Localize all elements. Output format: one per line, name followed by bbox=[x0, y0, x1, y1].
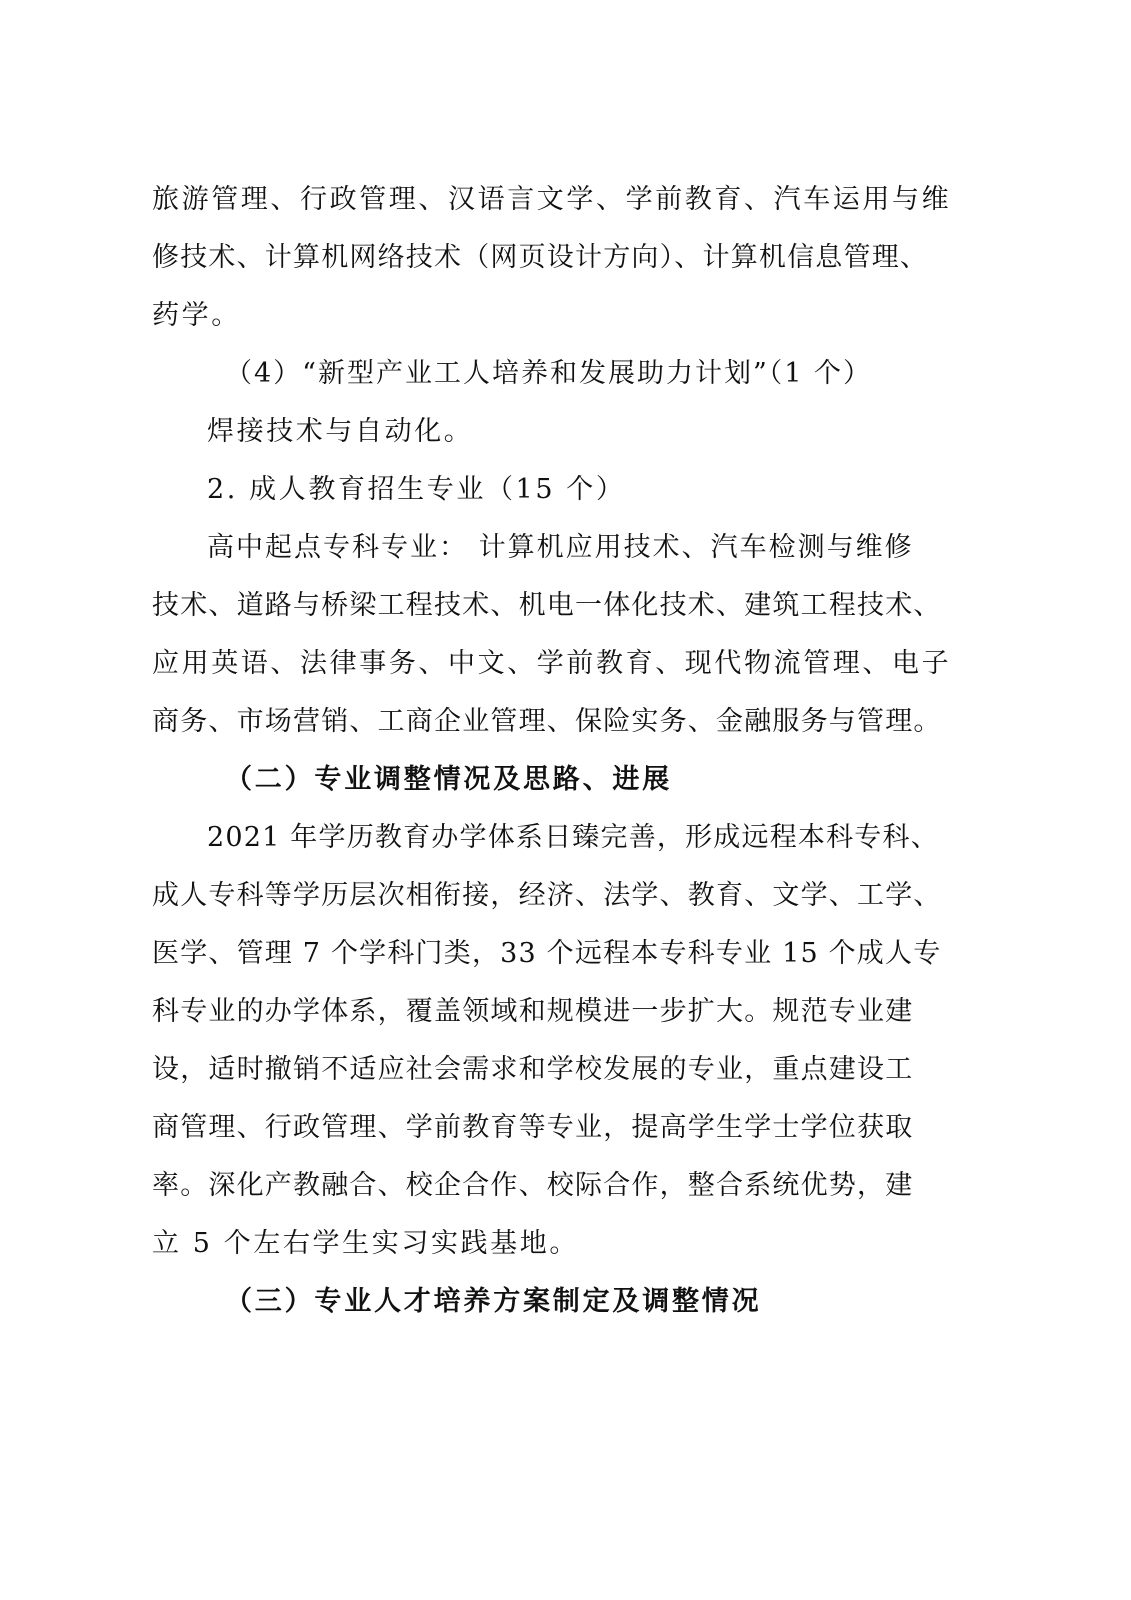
text-line-13: 成人专科等学历层次相衔接，经济、法学、教育、文学、工学、 bbox=[152, 880, 942, 911]
text-line-17: 商管理、行政管理、学前教育等专业，提高学生学士学位获取 bbox=[152, 1112, 914, 1143]
text-line-19: 立 5 个左右学生实习实践基地。 bbox=[152, 1228, 579, 1259]
text-line-10: 商务、市场营销、工商企业管理、保险实务、金融服务与管理。 bbox=[152, 706, 942, 737]
subsection-2-title: 2. 成人教育招生专业（15 个） bbox=[207, 474, 626, 505]
text-line-14: 医学、管理 7 个学科门类，33 个远程本专科专业 15 个成人专 bbox=[152, 938, 942, 969]
section-heading-2: （二）专业调整情况及思路、进展 bbox=[225, 764, 672, 795]
text-line-12: 2021 年学历教育办学体系日臻完善，形成远程本科专科、 bbox=[207, 822, 939, 853]
text-line-18: 率。深化产教融合、校企合作、校际合作，整合系统优势，建 bbox=[152, 1170, 914, 1201]
text-line-1: 旅游管理、行政管理、汉语言文学、学前教育、汽车运用与维 bbox=[152, 184, 952, 215]
text-line-9: 应用英语、法律事务、中文、学前教育、现代物流管理、电子 bbox=[152, 648, 952, 679]
text-line-16: 设，适时撤销不适应社会需求和学校发展的专业，重点建设工 bbox=[152, 1054, 914, 1085]
text-line-2: 修技术、计算机网络技术（网页设计方向）、计算机信息管理、 bbox=[152, 242, 929, 273]
text-line-15: 科专业的办学体系，覆盖领域和规模进一步扩大。规范专业建 bbox=[152, 996, 914, 1027]
section-heading-3: （三）专业人才培养方案制定及调整情况 bbox=[225, 1286, 762, 1317]
text-line-3: 药学。 bbox=[152, 300, 241, 331]
text-line-7: 高中起点专科专业： 计算机应用技术、汽车检测与维修 bbox=[207, 532, 914, 563]
text-line-8: 技术、道路与桥梁工程技术、机电一体化技术、建筑工程技术、 bbox=[152, 590, 942, 621]
subsection-item-4: （4）“新型产业工人培养和发展助力计划”（1 个） bbox=[225, 358, 873, 389]
text-line-5: 焊接技术与自动化。 bbox=[207, 416, 474, 447]
